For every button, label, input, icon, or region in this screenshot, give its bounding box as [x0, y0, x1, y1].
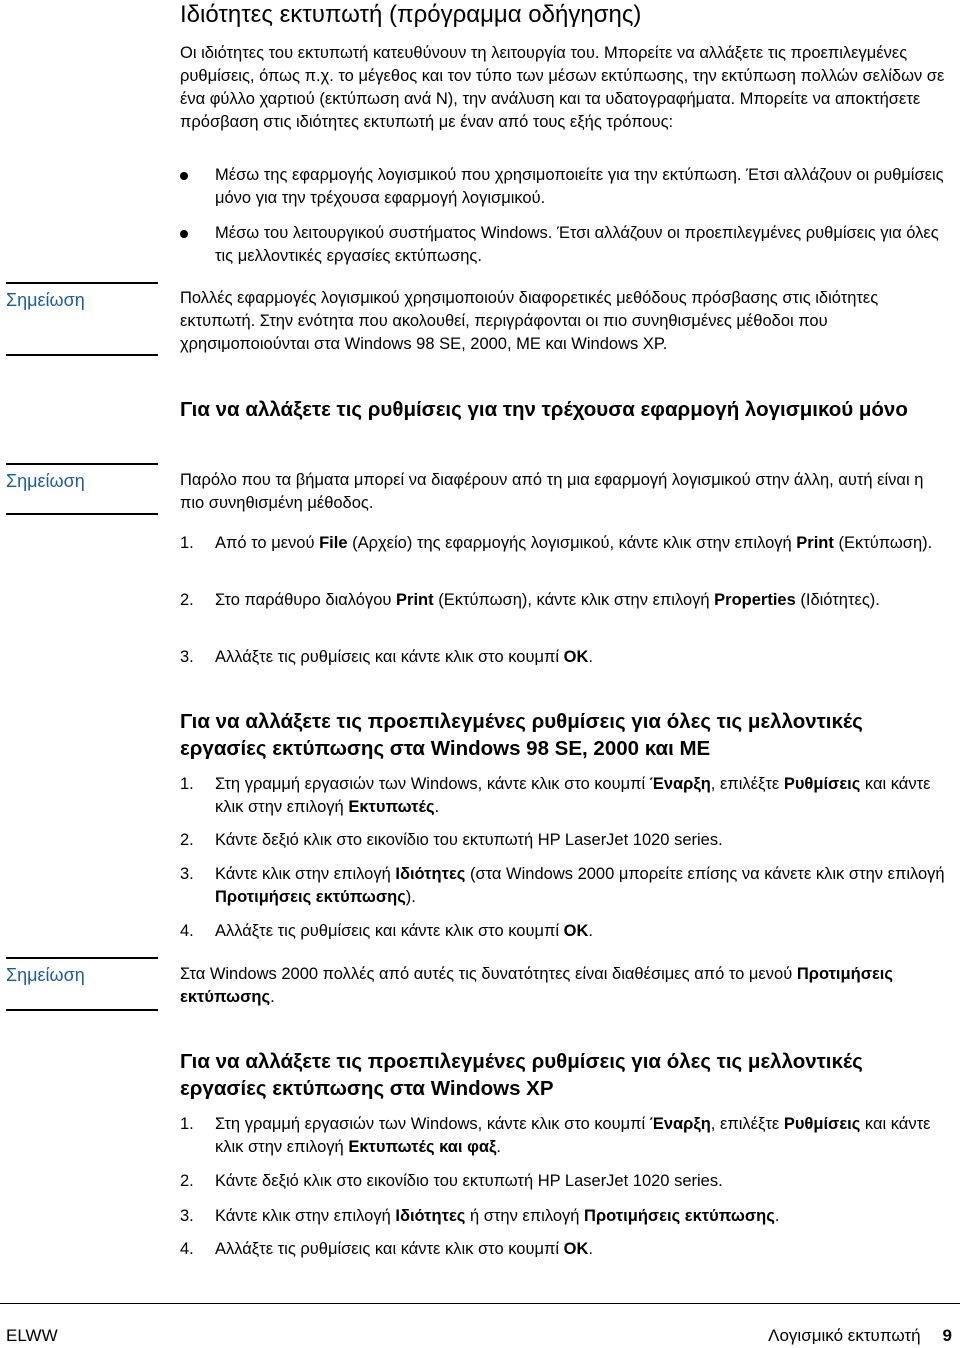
note-rule-bottom	[6, 513, 158, 515]
step-item	[180, 589, 950, 612]
step-item	[180, 1170, 950, 1193]
step-text: Κάντε δεξιό κλικ στο εικονίδιο του εκτυπωτή HP LaserJet 1020 series.	[215, 831, 723, 849]
step-number: 2.	[180, 831, 194, 849]
step-number: 4.	[180, 1240, 194, 1258]
footer-section	[768, 1325, 952, 1347]
note-label: Σημείωση	[6, 965, 85, 985]
list-item	[180, 222, 950, 268]
step-text: Στο παράθυρο διαλόγου Print (Εκτύπωση), κάντε κλικ στην επιλογή Properties (Ιδιότητες).	[215, 591, 880, 609]
page-title: Ιδιότητες εκτυπωτή (πρόγραμμα οδήγησης)	[180, 1, 642, 28]
step-item	[180, 829, 950, 852]
step-text: Από το μενού File (Αρχείο) της εφαρμογής λογισμικού, κάντε κλικ στην επιλογή Print (Εκτύπωση).	[215, 534, 933, 552]
bullet-text: Μέσω του λειτουργικού συστήματος Windows. Έτσι αλλάζουν οι προεπιλεγμένες ρυθμίσεις για όλες τις μελλοντικές εργασίες εκτύπωσης.	[215, 224, 939, 265]
note-rule-top	[6, 463, 158, 465]
step-item	[180, 773, 950, 819]
step-number: 3.	[180, 865, 194, 883]
bullet-text: Μέσω της εφαρμογής λογισμικού που χρησιμοποιείτε για την εκτύπωση. Έτσι αλλάζουν οι ρυθμίσεις μόνο για την τρέχουσα εφαρμογή λογισμικού.	[215, 166, 944, 207]
step-number: 1.	[180, 534, 194, 552]
step-item	[180, 863, 950, 909]
step-number: 3.	[180, 1207, 194, 1225]
footer-doc-id: ELWW	[6, 1326, 58, 1345]
note-text: Παρόλο που τα βήματα μπορεί να διαφέρουν από τη μια εφαρμογή λογισμικού στην άλλη, αυτή είναι η πιο συνηθισμένη μέθοδος.	[180, 471, 924, 512]
step-text: Κάντε κλικ στην επιλογή Ιδιότητες ή στην επιλογή Προτιμήσεις εκτύπωσης.	[215, 1207, 780, 1225]
step-text: Κάντε κλικ στην επιλογή Ιδιότητες (στα Windows 2000 μπορείτε επίσης να κάνετε κλικ στην επιλογή Προτιμήσεις εκτύπωσης).	[215, 865, 945, 906]
bullet-icon	[180, 172, 188, 180]
step-number: 3.	[180, 648, 194, 666]
step-item	[180, 532, 950, 555]
footer-rule	[0, 1303, 960, 1304]
step-item	[180, 1205, 950, 1228]
note-rule-bottom	[6, 354, 158, 356]
footer-section-title: Λογισμικό εκτυπωτή	[768, 1326, 921, 1345]
section-heading: Για να αλλάξετε τις ρυθμίσεις για την τρέχουσα εφαρμογή λογισμικού μόνο	[180, 398, 908, 421]
intro-paragraph: Οι ιδιότητες του εκτυπωτή κατευθύνουν τη λειτουργία του. Μπορείτε να αλλάξετε τις προεπιλεγμένες ρυθμίσεις, όπως π.χ. το μέγεθος και τον τύπο των μέσων εκτύπωσης, την εκτύπωση πολλών σελίδων σε ένα φύλλο χαρτιού (εκτύπωση ανά N), την ανάλυση και τα υδατογραφήματα. Μπορείτε να αποκτήσετε πρόσβαση στις ιδιότητες εκτυπωτή με έναν από τους εξής τρόπους:	[180, 44, 945, 131]
step-item	[180, 920, 950, 943]
step-number: 2.	[180, 591, 194, 609]
step-number: 1.	[180, 775, 194, 793]
step-text: Αλλάξτε τις ρυθμίσεις και κάντε κλικ στο κουμπί OK.	[215, 922, 593, 940]
step-number: 4.	[180, 922, 194, 940]
note-text: Πολλές εφαρμογές λογισμικού χρησιμοποιούν διαφορετικές μεθόδους πρόσβασης στις ιδιότητες εκτυπωτή. Στην ενότητα που ακολουθεί, περιγράφονται οι πιο συνηθισμένες μέθοδοι που χρησιμοποιούνται στα Windows 98 SE, 2000, ME και Windows XP.	[180, 289, 879, 353]
step-item	[180, 1238, 950, 1261]
step-item	[180, 646, 950, 669]
note-rule-bottom	[6, 1009, 158, 1011]
step-text: Αλλάξτε τις ρυθμίσεις και κάντε κλικ στο κουμπί OK.	[215, 1240, 593, 1258]
note-rule-top	[6, 282, 158, 284]
step-item	[180, 1113, 950, 1159]
step-text: Κάντε δεξιό κλικ στο εικονίδιο του εκτυπωτή HP LaserJet 1020 series.	[215, 1172, 723, 1190]
section-heading: Για να αλλάξετε τις προεπιλεγμένες ρυθμίσεις για όλες τις μελλοντικές εργασίες εκτύπωσης στα Windows XP	[180, 1050, 863, 1100]
step-text: Στη γραμμή εργασιών των Windows, κάντε κλικ στο κουμπί Έναρξη, επιλέξτε Ρυθμίσεις και κάντε κλικ στην επιλογή Εκτυπωτές και φαξ.	[215, 1115, 931, 1156]
step-number: 1.	[180, 1115, 194, 1133]
step-number: 2.	[180, 1172, 194, 1190]
step-text: Αλλάξτε τις ρυθμίσεις και κάντε κλικ στο κουμπί OK.	[215, 648, 593, 666]
section-heading: Για να αλλάξετε τις προεπιλεγμένες ρυθμίσεις για όλες τις μελλοντικές εργασίες εκτύπωσης στα Windows 98 SE, 2000 και ME	[180, 710, 863, 760]
step-text: Στη γραμμή εργασιών των Windows, κάντε κλικ στο κουμπί Έναρξη, επιλέξτε Ρυθμίσεις και κάντε κλικ στην επιλογή Εκτυπωτές.	[215, 775, 931, 816]
note-label: Σημείωση	[6, 290, 85, 310]
note-label: Σημείωση	[6, 471, 85, 491]
bullet-icon	[180, 230, 188, 238]
note-rule-top	[6, 957, 158, 959]
list-item	[180, 164, 950, 210]
page-number: 9	[942, 1326, 952, 1345]
note-text: Στα Windows 2000 πολλές από αυτές τις δυνατότητες είναι διαθέσιμες από το μενού Προτιμήσεις εκτύπωσης.	[180, 965, 893, 1006]
